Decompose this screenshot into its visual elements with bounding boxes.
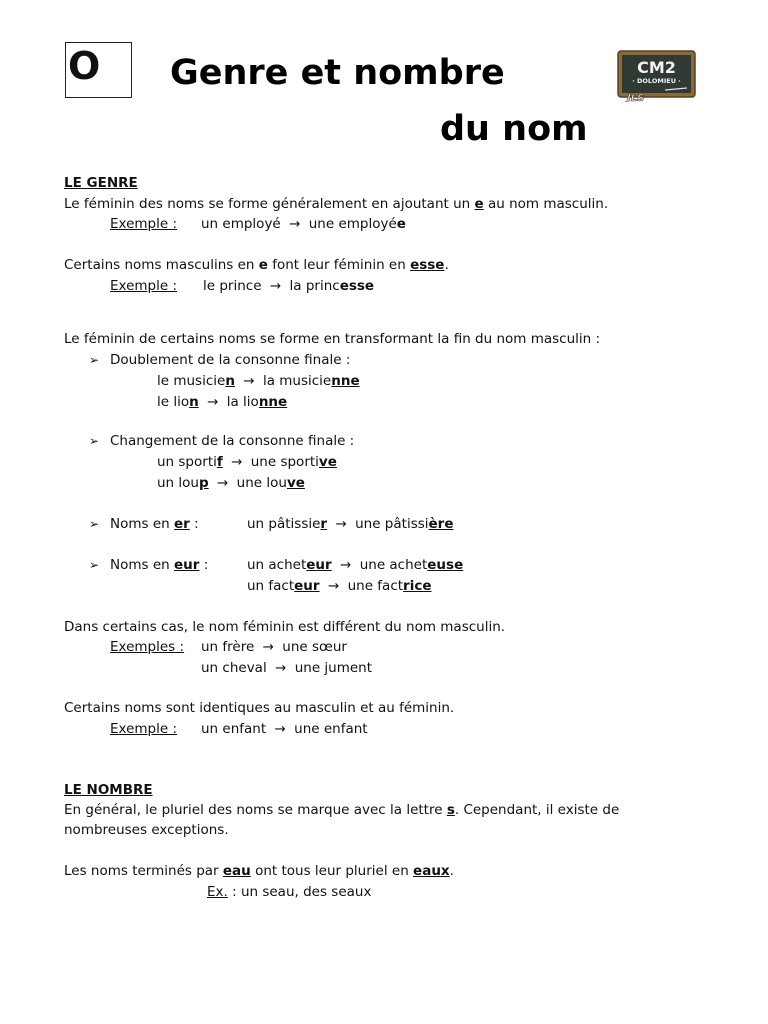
lesson-marker-box (65, 42, 132, 98)
genre-paragraph-identical: Certains noms sont identiques au masculin et au féminin. (64, 700, 455, 716)
example-pair (201, 638, 347, 656)
masculine-ending: f (216, 454, 223, 470)
masculine-ending: p (198, 475, 209, 491)
feminine-form: une sporti (250, 454, 319, 470)
example-pair (247, 556, 463, 574)
example-text: : un seau, des seaux (227, 884, 372, 900)
feminine-form: une sœur (282, 639, 347, 655)
section-heading-genre: LE GENRE (64, 175, 138, 191)
text-segment: font leur féminin en (267, 257, 411, 273)
bullet-arrow-icon: ➢ (89, 434, 100, 448)
genre-paragraph-esse (64, 256, 449, 274)
masculine-form: un lou (157, 475, 199, 491)
arrow-icon: → (262, 639, 274, 655)
bullet-label: Changement de la consonne finale : (110, 433, 355, 449)
example-pair (203, 277, 374, 295)
masculine-form: un fact (247, 578, 295, 594)
arrow-icon: → (289, 216, 301, 232)
feminine-ending: ve (286, 475, 305, 491)
feminine-form: une jument (294, 660, 373, 676)
feminine-ending: ère (428, 516, 454, 532)
feminine-form: une achet (359, 557, 428, 573)
section-heading-nombre: LE NOMBRE (64, 782, 153, 798)
example-label: Ex. (207, 884, 228, 900)
text-segment: : (189, 516, 199, 532)
bullet-label (110, 556, 208, 574)
arrow-icon: → (217, 475, 229, 491)
example-pair (201, 215, 406, 233)
text-segment: . Cependant, il existe de (454, 802, 620, 818)
feminine-ending: nne (258, 394, 288, 410)
masculine-ending: eur (306, 557, 332, 573)
masculine-form: un sporti (157, 454, 217, 470)
nombre-paragraph-line2: nombreuses exceptions. (64, 822, 229, 838)
nombre-example (207, 883, 371, 901)
text-segment: Certains noms masculins en (64, 257, 259, 273)
example-pair (247, 515, 454, 533)
feminine-form: une pâtissi (355, 516, 429, 532)
nombre-paragraph-eau (64, 862, 454, 880)
arrow-icon: → (327, 578, 340, 594)
text-segment: Noms en (110, 557, 174, 573)
highlight-ending: esse (410, 257, 445, 273)
example-label: Exemple : (110, 721, 178, 737)
text-segment: . (444, 257, 449, 273)
example-pair (157, 372, 360, 390)
text-segment: au nom masculin. (483, 196, 609, 212)
example-pair (157, 474, 305, 492)
page-title-line1: Genre et nombre (170, 53, 505, 93)
masculine-form: un achet (247, 557, 307, 573)
highlight-ending: eaux (413, 863, 450, 879)
cm2-chalkboard-logo (617, 50, 696, 102)
logo-main-text: CM2 (637, 58, 676, 77)
feminine-form: une fact (347, 578, 404, 594)
text-segment: : (199, 557, 209, 573)
example-label: Exemple : (110, 216, 178, 232)
arrow-icon: → (207, 394, 219, 410)
genre-paragraph-transform: Le féminin de certains noms se forme en transformant la fin du nom masculin : (64, 331, 601, 347)
feminine-form: une employé (308, 216, 397, 232)
masculine-ending: n (189, 394, 199, 410)
feminine-ending: rice (403, 578, 432, 594)
masculine-form: un enfant (201, 721, 267, 737)
example-pair (157, 393, 287, 411)
feminine-form: une lou (236, 475, 287, 491)
example-label: Exemple : (110, 278, 178, 294)
text-segment: Les noms terminés par (64, 863, 223, 879)
arrow-icon: → (231, 454, 243, 470)
masculine-ending: n (225, 373, 235, 389)
arrow-icon: → (274, 721, 286, 737)
bullet-arrow-icon: ➢ (89, 558, 100, 572)
genre-intro (64, 195, 608, 213)
arrow-icon: → (335, 516, 347, 532)
example-pair (201, 659, 372, 677)
masculine-ending: eur (294, 578, 320, 594)
highlight-ending: er (174, 516, 190, 532)
masculine-form: un employé (201, 216, 281, 232)
logo-initials: JLS (627, 93, 645, 102)
bullet-arrow-icon: ➢ (89, 517, 100, 531)
bullet-arrow-icon: ➢ (89, 353, 100, 367)
feminine-ending: euse (427, 557, 464, 573)
feminine-ending: esse (339, 278, 375, 294)
feminine-ending: e (396, 216, 406, 232)
highlight-letter: s (446, 802, 455, 818)
masculine-form: le musicie (157, 373, 226, 389)
nombre-paragraph-line1 (64, 801, 619, 819)
bullet-label (110, 515, 199, 533)
page-title-line2: du nom (440, 109, 588, 149)
arrow-icon: → (269, 278, 282, 294)
feminine-ending: nne (331, 373, 360, 389)
feminine-form: la musicie (262, 373, 332, 389)
text-segment: ont tous leur pluriel en (250, 863, 414, 879)
example-pair (157, 453, 337, 471)
example-label: Exemples : (110, 639, 185, 655)
example-pair (247, 577, 432, 595)
lesson-marker-letter: O (68, 44, 101, 88)
bullet-label: Doublement de la consonne finale : (110, 352, 351, 368)
arrow-icon: → (243, 373, 255, 389)
masculine-form: un cheval (201, 660, 267, 676)
masculine-form: un pâtissie (247, 516, 321, 532)
feminine-form: une enfant (294, 721, 368, 737)
text-segment: . (449, 863, 454, 879)
example-pair (201, 720, 368, 738)
text-segment: En général, le pluriel des noms se marque avec la lettre (64, 802, 447, 818)
masculine-ending: r (320, 516, 328, 532)
text-segment: Noms en (110, 516, 174, 532)
logo-sub-text: · DOLOMIEU · (632, 77, 681, 85)
text-segment: Le féminin des noms se forme généralement en ajoutant un (64, 196, 475, 212)
highlight-ending: eur (174, 557, 200, 573)
highlight-ending: eau (222, 863, 251, 879)
feminine-form: la princ (289, 278, 340, 294)
masculine-form: le prince (203, 278, 262, 294)
highlight-letter: e (474, 196, 484, 212)
masculine-form: le lio (157, 394, 190, 410)
arrow-icon: → (275, 660, 287, 676)
feminine-ending: ve (318, 454, 337, 470)
highlight-letter: e (258, 257, 268, 273)
masculine-form: un frère (201, 639, 255, 655)
arrow-icon: → (340, 557, 352, 573)
genre-paragraph-different: Dans certains cas, le nom féminin est différent du nom masculin. (64, 619, 506, 635)
feminine-form: la lio (226, 394, 259, 410)
